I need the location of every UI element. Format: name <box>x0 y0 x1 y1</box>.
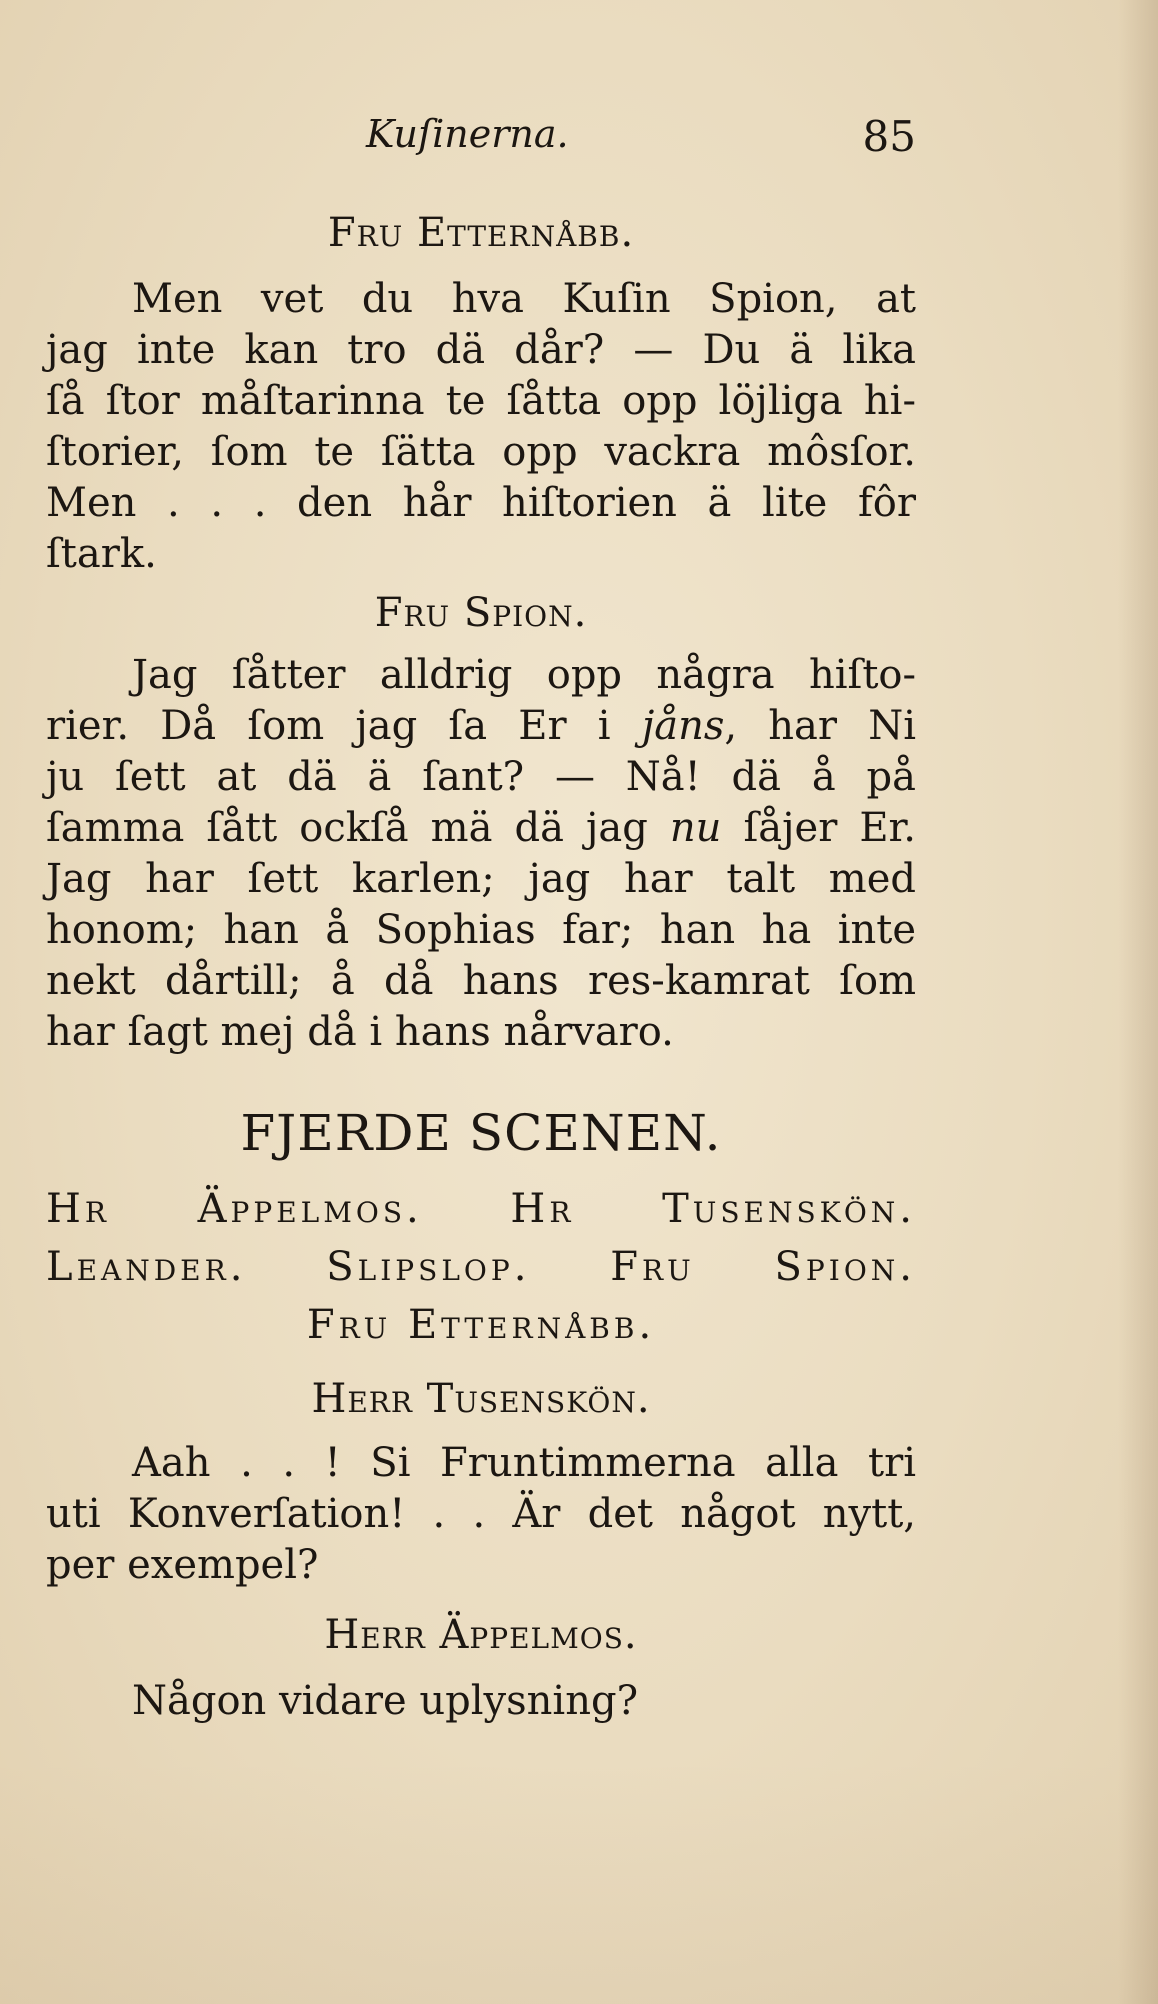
speech-1 <box>46 274 916 580</box>
speech-2-line: ju ſett at dä ä ſant? — Nå! dä å på <box>46 754 916 800</box>
page-number: 85 <box>862 112 916 161</box>
speech-2 <box>46 650 916 1058</box>
speech-4 <box>46 1676 916 1727</box>
speaker-herr-tusenskon: Herr Tusenskön. <box>311 1376 651 1422</box>
bottom-margin <box>0 1760 1158 2004</box>
running-head: Kuſinerna. <box>366 112 569 156</box>
speech-3 <box>46 1438 916 1591</box>
italic-word: jåns <box>641 703 725 749</box>
speech-4-line: Någon vidare uplysning? <box>132 1678 639 1724</box>
speech-2-line <box>46 701 916 752</box>
speech-2-text: ſåjer Er. <box>721 805 916 851</box>
speech-2-text: , har Ni <box>724 703 917 749</box>
cast-line: Fru Etternåbb. <box>306 1302 656 1348</box>
page-edge-shadow <box>1118 0 1158 2004</box>
speaker-fru-etternabb: Fru Etternåbb. <box>327 210 635 256</box>
cast-list <box>46 1180 916 1354</box>
speech-2-line: honom; han å Sophias far; han ha inte <box>46 907 916 953</box>
speech-1-line: ſå ſtor måſtarinna te ſåtta opp löjliga hi- <box>46 378 916 424</box>
speech-1-line: ſtorier, ſom te ſätta opp vackra môsſor. <box>46 429 916 475</box>
speech-2-line <box>46 803 916 854</box>
scene-title: FJERDE SCENEN. <box>240 1104 722 1162</box>
speech-2-text: ſamma ſått ockſå mä dä jag <box>46 805 648 851</box>
speech-1-line: Men vet du hva Kuſin Spion, at <box>132 276 916 322</box>
speech-1-line: ſtark. <box>46 531 157 577</box>
speech-1-line: jag inte kan tro dä dår? — Du ä lika <box>46 327 916 373</box>
speech-1-line: Men . . . den hår hiſtorien ä lite fôr <box>46 480 916 526</box>
speech-2-line: nekt dårtill; å då hans res-kamrat ſom <box>46 958 916 1004</box>
speech-3-line: Aah . . ! Si Fruntimmerna alla tri <box>132 1440 916 1486</box>
speech-3-line: per exempel? <box>46 1542 319 1588</box>
speech-2-line: Jag ſåtter alldrig opp några hiſto- <box>132 652 916 698</box>
speaker-herr-appelmos: Herr Äppelmos. <box>324 1612 638 1658</box>
cast-line: Hr Äppelmos. Hr Tusenskön. <box>46 1186 916 1232</box>
italic-word: nu <box>669 805 722 851</box>
speech-2-line: Jag har ſett karlen; jag har talt med <box>46 856 916 902</box>
cast-line: Leander. Slipslop. Fru Spion. <box>46 1244 916 1290</box>
speaker-fru-spion: Fru Spion. <box>374 590 588 636</box>
speech-2-text: rier. Då ſom jag ſa Er i <box>46 703 611 749</box>
speech-2-line: har ſagt mej då i hans nårvaro. <box>46 1009 674 1055</box>
speech-3-line: uti Konverſation! . . Är det något nytt, <box>46 1491 916 1537</box>
page-header <box>46 112 916 172</box>
